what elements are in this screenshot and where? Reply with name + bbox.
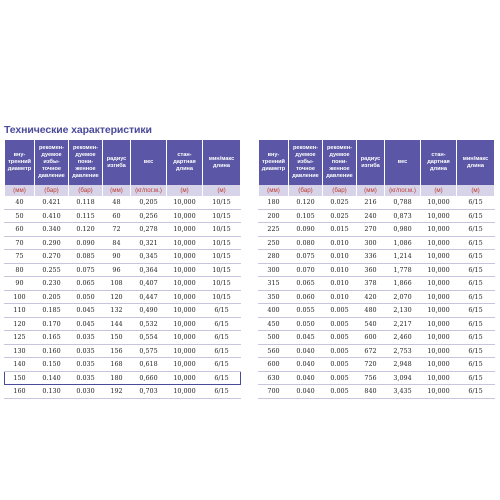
table-cell: 0.050	[69, 290, 103, 304]
unit-cell: (кг/пог.м.)	[385, 185, 421, 196]
table-cell: 360	[357, 263, 385, 277]
table-cell: 10/15	[203, 209, 241, 223]
table-cell: 1,086	[385, 236, 421, 250]
col-header-weight: вес	[385, 140, 421, 185]
table-cell: 0.040	[289, 344, 323, 358]
table-cell: 0.150	[35, 358, 69, 372]
table-cell: 156	[103, 344, 131, 358]
table-row	[259, 236, 495, 250]
table-cell: 6/15	[203, 331, 241, 345]
col-header-underpressure: рекомен- дуемое пони- женное давление	[323, 140, 357, 185]
table-row	[259, 290, 495, 304]
table-cell: 6/15	[203, 371, 241, 385]
table-cell: 0.105	[289, 209, 323, 223]
table-row	[5, 317, 241, 331]
table-cell: 6/15	[457, 344, 495, 358]
table-cell: 450	[259, 317, 289, 331]
table-cell: 0.045	[69, 317, 103, 331]
table-cell: 0.085	[69, 250, 103, 264]
table-cell: 0.010	[323, 290, 357, 304]
table-cell: 0.065	[289, 277, 323, 291]
table-cell: 0.035	[69, 344, 103, 358]
table-cell: 0.035	[69, 371, 103, 385]
table-cell: 10/15	[203, 290, 241, 304]
table-cell: 180	[103, 371, 131, 385]
table-cell: 0.040	[289, 371, 323, 385]
unit-cell: (бар)	[289, 185, 323, 196]
table-cell: 0.120	[289, 196, 323, 209]
table-cell: 50	[5, 209, 35, 223]
units-row	[5, 185, 241, 196]
table-cell: 315	[259, 277, 289, 291]
table-cell: 3,435	[385, 385, 421, 399]
table-row	[259, 331, 495, 345]
table-cell: 40	[5, 196, 35, 209]
table-cell: 10,000	[167, 250, 203, 264]
table-row	[259, 317, 495, 331]
unit-cell: (бар)	[323, 185, 357, 196]
table-row	[259, 263, 495, 277]
table-cell: 2,753	[385, 344, 421, 358]
table-cell: 300	[259, 263, 289, 277]
header-row	[5, 140, 241, 185]
table-cell: 6/15	[457, 290, 495, 304]
table-cell: 0.170	[35, 317, 69, 331]
table-cell: 0.040	[289, 385, 323, 399]
table-cell: 0.005	[323, 385, 357, 399]
table-cell: 0.055	[289, 304, 323, 318]
table-cell: 6/15	[457, 317, 495, 331]
table-cell: 90	[103, 250, 131, 264]
table-cell: 1,214	[385, 250, 421, 264]
table-cell: 2,948	[385, 358, 421, 372]
table-cell: 0.205	[35, 290, 69, 304]
table-cell: 10/15	[203, 263, 241, 277]
table-cell: 168	[103, 358, 131, 372]
table-cell: 0.230	[35, 277, 69, 291]
unit-cell: (мм)	[357, 185, 385, 196]
table-cell: 108	[103, 277, 131, 291]
table-cell: 0.075	[69, 263, 103, 277]
table-cell: 0.035	[69, 358, 103, 372]
table-cell: 10,000	[167, 371, 203, 385]
table-cell: 10,000	[167, 290, 203, 304]
table-row	[259, 304, 495, 318]
table-cell: 2,130	[385, 304, 421, 318]
table-cell: 0.040	[289, 358, 323, 372]
table-cell: 600	[259, 358, 289, 372]
table-cell: 60	[5, 223, 35, 237]
table-cell: 0.118	[69, 196, 103, 209]
table-cell: 0.025	[323, 209, 357, 223]
table-cell: 400	[259, 304, 289, 318]
table-cell: 72	[103, 223, 131, 237]
table-cell: 350	[259, 290, 289, 304]
table-cell: 672	[357, 344, 385, 358]
table-cell: 240	[357, 209, 385, 223]
table-cell: 6/15	[203, 304, 241, 318]
table-cell: 10/15	[203, 223, 241, 237]
table-cell: 200	[259, 209, 289, 223]
table-cell: 10,000	[167, 358, 203, 372]
table-cell: 120	[5, 317, 35, 331]
table-cell: 10,000	[167, 209, 203, 223]
unit-cell: (мм)	[259, 185, 289, 196]
table-row	[5, 223, 241, 237]
table-cell: 60	[103, 209, 131, 223]
unit-cell: (м)	[167, 185, 203, 196]
table-cell: 0.115	[69, 209, 103, 223]
table-cell: 1,778	[385, 263, 421, 277]
unit-cell: (мм)	[103, 185, 131, 196]
table-cell: 120	[103, 290, 131, 304]
table-row	[259, 358, 495, 372]
table-cell: 150	[103, 331, 131, 345]
table-cell: 10,000	[421, 223, 457, 237]
table-cell: 10,000	[167, 304, 203, 318]
table-row	[259, 250, 495, 264]
table-row	[259, 277, 495, 291]
table-cell: 130	[5, 344, 35, 358]
spec-table-right	[258, 140, 495, 399]
table-cell: 6/15	[457, 209, 495, 223]
table-cell: 540	[357, 317, 385, 331]
table-cell: 10,000	[421, 209, 457, 223]
table-cell: 10,000	[167, 196, 203, 209]
table-row	[259, 344, 495, 358]
table-cell: 560	[259, 344, 289, 358]
unit-cell: (м)	[421, 185, 457, 196]
table-cell: 10,000	[421, 277, 457, 291]
table-cell: 10,000	[167, 236, 203, 250]
table-cell: 2,217	[385, 317, 421, 331]
table-cell: 140	[5, 358, 35, 372]
table-cell: 10,000	[167, 277, 203, 291]
table-cell: 336	[357, 250, 385, 264]
table-cell: 0,364	[131, 263, 167, 277]
table-cell: 180	[259, 196, 289, 209]
table-cell: 0.140	[35, 371, 69, 385]
table-cell: 144	[103, 317, 131, 331]
table-cell: 10,000	[421, 304, 457, 318]
table-cell: 0.080	[289, 236, 323, 250]
table-body-left	[5, 196, 241, 398]
table-cell: 0.090	[69, 236, 103, 250]
col-header-min-max-length: мин/макс длина	[457, 140, 495, 185]
table-cell: 0.065	[69, 277, 103, 291]
table-cell: 0.075	[289, 250, 323, 264]
table-cell: 75	[5, 250, 35, 264]
col-header-weight: вес	[131, 140, 167, 185]
table-cell: 10,000	[421, 385, 457, 399]
table-cell: 10,000	[421, 358, 457, 372]
table-cell: 10,000	[421, 371, 457, 385]
table-row	[259, 209, 495, 223]
table-cell: 840	[357, 385, 385, 399]
table-cell: 0.090	[289, 223, 323, 237]
table-cell: 0,532	[131, 317, 167, 331]
table-cell: 0.005	[323, 371, 357, 385]
col-header-min-max-length: мин/макс длина	[203, 140, 241, 185]
table-cell: 0.060	[289, 290, 323, 304]
table-cell: 0.010	[323, 277, 357, 291]
table-cell: 6/15	[457, 385, 495, 399]
table-cell: 6/15	[457, 250, 495, 264]
table-row	[5, 290, 241, 304]
table-cell: 10,000	[421, 263, 457, 277]
table-row	[5, 371, 241, 385]
table-cell: 0.005	[323, 344, 357, 358]
page-title: Технические характеристики	[4, 124, 152, 136]
spec-table-left	[4, 140, 241, 399]
table-cell: 0.015	[323, 223, 357, 237]
table-cell: 216	[357, 196, 385, 209]
table-cell: 280	[259, 250, 289, 264]
table-body-right	[259, 196, 495, 398]
table-row	[5, 331, 241, 345]
table-row	[5, 277, 241, 291]
table-cell: 0.120	[69, 223, 103, 237]
col-header-diameter: вну- тренний диаметр	[5, 140, 35, 185]
table-cell: 0.130	[35, 385, 69, 399]
table-cell: 6/15	[457, 196, 495, 209]
unit-cell: (м)	[203, 185, 241, 196]
header-row	[259, 140, 495, 185]
table-cell: 0,980	[385, 223, 421, 237]
table-cell: 10,000	[167, 331, 203, 345]
table-cell: 10/15	[203, 250, 241, 264]
table-cell: 1,866	[385, 277, 421, 291]
table-cell: 10,000	[421, 317, 457, 331]
table-cell: 0.050	[289, 317, 323, 331]
table-cell: 0,345	[131, 250, 167, 264]
table-cell: 720	[357, 358, 385, 372]
col-header-diameter: вну- тренний диаметр	[259, 140, 289, 185]
table-cell: 96	[103, 263, 131, 277]
table-cell: 10,000	[167, 385, 203, 399]
table-cell: 3,094	[385, 371, 421, 385]
table-cell: 700	[259, 385, 289, 399]
table-cell: 0,660	[131, 371, 167, 385]
table-cell: 100	[5, 290, 35, 304]
table-cell: 600	[357, 331, 385, 345]
table-cell: 250	[259, 236, 289, 250]
table-cell: 0.290	[35, 236, 69, 250]
table-row	[259, 223, 495, 237]
table-cell: 0,205	[131, 196, 167, 209]
table-cell: 6/15	[457, 277, 495, 291]
table-cell: 378	[357, 277, 385, 291]
unit-cell: (мм)	[5, 185, 35, 196]
table-cell: 0.340	[35, 223, 69, 237]
table-row	[259, 196, 495, 209]
table-cell: 6/15	[457, 371, 495, 385]
table-cell: 0,447	[131, 290, 167, 304]
table-cell: 0.035	[69, 331, 103, 345]
col-header-overpressure: рекомен- дуемое избы- точное давление	[289, 140, 323, 185]
table-cell: 6/15	[203, 344, 241, 358]
table-cell: 0.005	[323, 331, 357, 345]
table-cell: 0,407	[131, 277, 167, 291]
table-cell: 0.010	[323, 263, 357, 277]
table-cell: 0.030	[69, 385, 103, 399]
table-cell: 84	[103, 236, 131, 250]
table-row	[5, 209, 241, 223]
table-cell: 0.005	[323, 304, 357, 318]
table-cell: 10,000	[421, 290, 457, 304]
table-cell: 192	[103, 385, 131, 399]
units-row	[259, 185, 495, 196]
table-cell: 630	[259, 371, 289, 385]
table-cell: 70	[5, 236, 35, 250]
col-header-bend-radius: радиус изгиба	[357, 140, 385, 185]
table-row	[259, 385, 495, 399]
table-row	[5, 196, 241, 209]
table-cell: 10,000	[421, 344, 457, 358]
table-row	[5, 236, 241, 250]
table-cell: 150	[5, 371, 35, 385]
table-cell: 6/15	[457, 358, 495, 372]
table-cell: 0,278	[131, 223, 167, 237]
table-cell: 6/15	[203, 358, 241, 372]
table-cell: 10,000	[421, 196, 457, 209]
table-cell: 0.025	[323, 196, 357, 209]
table-cell: 10,000	[421, 250, 457, 264]
table-cell: 0,703	[131, 385, 167, 399]
table-cell: 110	[5, 304, 35, 318]
col-header-underpressure: рекомен- дуемое пони- женное давление	[69, 140, 103, 185]
table-cell: 0.070	[289, 263, 323, 277]
table-cell: 10,000	[167, 223, 203, 237]
table-cell: 0.160	[35, 344, 69, 358]
table-row	[5, 358, 241, 372]
table-cell: 10,000	[167, 344, 203, 358]
table-cell: 0,788	[385, 196, 421, 209]
table-cell: 0,321	[131, 236, 167, 250]
col-header-standard-length: стан- дартная длина	[167, 140, 203, 185]
table-cell: 0.410	[35, 209, 69, 223]
table-cell: 0.421	[35, 196, 69, 209]
table-cell: 0.005	[323, 317, 357, 331]
table-cell: 0,554	[131, 331, 167, 345]
table-cell: 132	[103, 304, 131, 318]
table-cell: 480	[357, 304, 385, 318]
unit-cell: (бар)	[35, 185, 69, 196]
table-row	[5, 263, 241, 277]
table-cell: 10/15	[203, 277, 241, 291]
table-cell: 0,618	[131, 358, 167, 372]
table-cell: 0.185	[35, 304, 69, 318]
table-cell: 6/15	[457, 263, 495, 277]
table-cell: 0,256	[131, 209, 167, 223]
table-cell: 10,000	[421, 331, 457, 345]
table-cell: 420	[357, 290, 385, 304]
table-cell: 6/15	[203, 317, 241, 331]
table-cell: 0.270	[35, 250, 69, 264]
table-cell: 0,873	[385, 209, 421, 223]
table-cell: 10,000	[167, 263, 203, 277]
table-cell: 225	[259, 223, 289, 237]
col-header-overpressure: рекомен- дуемое избы- точное давление	[35, 140, 69, 185]
table-cell: 6/15	[457, 236, 495, 250]
table-cell: 90	[5, 277, 35, 291]
table-cell: 6/15	[203, 385, 241, 399]
table-cell: 160	[5, 385, 35, 399]
table-cell: 300	[357, 236, 385, 250]
table-cell: 125	[5, 331, 35, 345]
table-cell: 0.165	[35, 331, 69, 345]
table-cell: 0.045	[69, 304, 103, 318]
table-cell: 2,460	[385, 331, 421, 345]
table-cell: 10,000	[167, 317, 203, 331]
table-row	[5, 250, 241, 264]
table-row	[259, 371, 495, 385]
table-cell: 6/15	[457, 331, 495, 345]
unit-cell: (кг/пог.м.)	[131, 185, 167, 196]
table-cell: 10/15	[203, 236, 241, 250]
table-cell: 756	[357, 371, 385, 385]
table-cell: 6/15	[457, 223, 495, 237]
table-cell: 6/15	[457, 304, 495, 318]
table-cell: 270	[357, 223, 385, 237]
table-cell: 500	[259, 331, 289, 345]
unit-cell: (бар)	[69, 185, 103, 196]
table-cell: 2,070	[385, 290, 421, 304]
table-cell: 0.010	[323, 236, 357, 250]
unit-cell: (м)	[457, 185, 495, 196]
table-cell: 10,000	[421, 236, 457, 250]
table-cell: 0,575	[131, 344, 167, 358]
table-cell: 0.005	[323, 358, 357, 372]
table-row	[5, 344, 241, 358]
col-header-bend-radius: радиус изгиба	[103, 140, 131, 185]
table-cell: 0,490	[131, 304, 167, 318]
table-cell: 10/15	[203, 196, 241, 209]
table-cell: 0.045	[289, 331, 323, 345]
col-header-standard-length: стан- дартная длина	[421, 140, 457, 185]
table-cell: 48	[103, 196, 131, 209]
table-row	[5, 304, 241, 318]
table-cell: 0.010	[323, 250, 357, 264]
table-row	[5, 385, 241, 399]
table-cell: 80	[5, 263, 35, 277]
table-cell: 0.255	[35, 263, 69, 277]
